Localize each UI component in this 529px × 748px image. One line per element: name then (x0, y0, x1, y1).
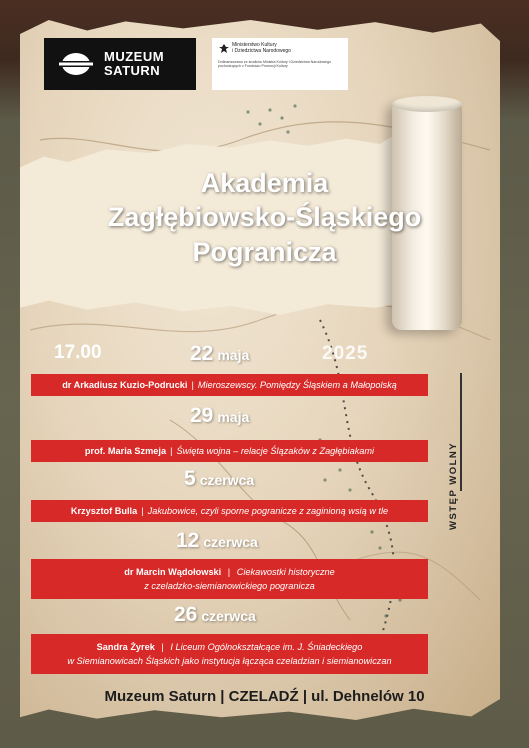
paper-scroll-top (392, 96, 462, 112)
event-2-topic: Święta wojna – relacje Ślązaków z Zagłębiakami (176, 446, 375, 456)
side-divider-line (460, 373, 462, 491)
event-time: 17.00 (54, 342, 102, 363)
event-4-speaker: dr Marcin Wądołowski (124, 567, 222, 577)
event-4-topic-line-1: Ciekawostki historyczne (236, 567, 335, 577)
event-3-month: czerwca (199, 472, 255, 488)
title-line-3: Pogranicza (192, 237, 337, 267)
event-3-bar (31, 500, 428, 522)
title-line-1: Akademia (200, 168, 329, 198)
eagle-emblem-icon (218, 43, 230, 55)
event-2-bar (31, 440, 428, 462)
event-1-month: maja (217, 347, 250, 363)
event-1-date (190, 342, 249, 366)
event-4-month: czerwca (203, 534, 258, 550)
event-5-bar (31, 634, 428, 674)
event-3-topic: Jakubowice, czyli sporne pogranicze z zaginioną wsią w tle (147, 506, 389, 516)
separator: | (170, 446, 173, 456)
event-2-date (190, 404, 249, 428)
logo-line-2: SATURN (104, 63, 161, 78)
event-4-date (176, 529, 258, 553)
separator: | (161, 642, 164, 652)
venue-footer: Muzeum Saturn | CZELADŹ | ul. Dehnelów 10 (104, 688, 425, 705)
event-5-topic-line-1: I Liceum Ogólnokształcące im. J. Śniadeckiego (170, 642, 363, 652)
event-2-month: maja (217, 409, 250, 425)
event-3-speaker: Krzysztof Bulla (70, 506, 138, 516)
event-2-speaker: prof. Maria Szmeja (84, 446, 167, 456)
event-2-day: 29 (190, 404, 214, 427)
event-3-day: 5 (184, 467, 196, 490)
ministry-logo (212, 38, 348, 90)
free-entry-label: WSTĘP WOLNY (448, 441, 459, 530)
event-5-date (174, 603, 256, 627)
event-year: 2025 (322, 343, 369, 364)
event-1-day: 22 (190, 342, 214, 365)
saturn-logo-icon (56, 51, 96, 77)
separator: | (141, 506, 144, 516)
event-3-date (184, 467, 254, 491)
event-5-speaker: Sandra Żyrek (96, 642, 155, 652)
event-1-topic: Mieroszewscy. Pomiędzy Śląskiem a Małopolską (197, 380, 397, 390)
event-5-day: 26 (174, 603, 198, 626)
separator: | (227, 567, 231, 577)
event-4-topic-line-2: z czeladzko-siemianowickiego pogranicza (144, 581, 315, 591)
event-4-bar (31, 559, 428, 599)
ministry-name-2: i Dziedzictwa Narodowego (232, 48, 291, 54)
event-4-day: 12 (176, 529, 200, 552)
event-5-topic-line-2: w Siemianowicach Śląskich jako instytucja łącząca czeladzian i siemianowiczan (67, 656, 392, 666)
event-5-month: czerwca (201, 608, 256, 624)
title-line-2: Zagłębiowsko-Śląskiego (107, 202, 422, 232)
event-1-bar (31, 374, 428, 396)
ministry-name-1: Ministerstwo Kultury (232, 42, 277, 48)
ministry-funding-text: Dofinansowano ze środków Ministra Kultury i Dziedzictwa Narodowego pochodzących z Funduszu Promocji Kultury (218, 60, 332, 69)
event-1-speaker: dr Arkadiusz Kuzio-Podrucki (62, 380, 188, 390)
logo-line-1: MUZEUM (104, 49, 165, 64)
separator: | (191, 380, 194, 390)
museum-logo (44, 38, 196, 90)
